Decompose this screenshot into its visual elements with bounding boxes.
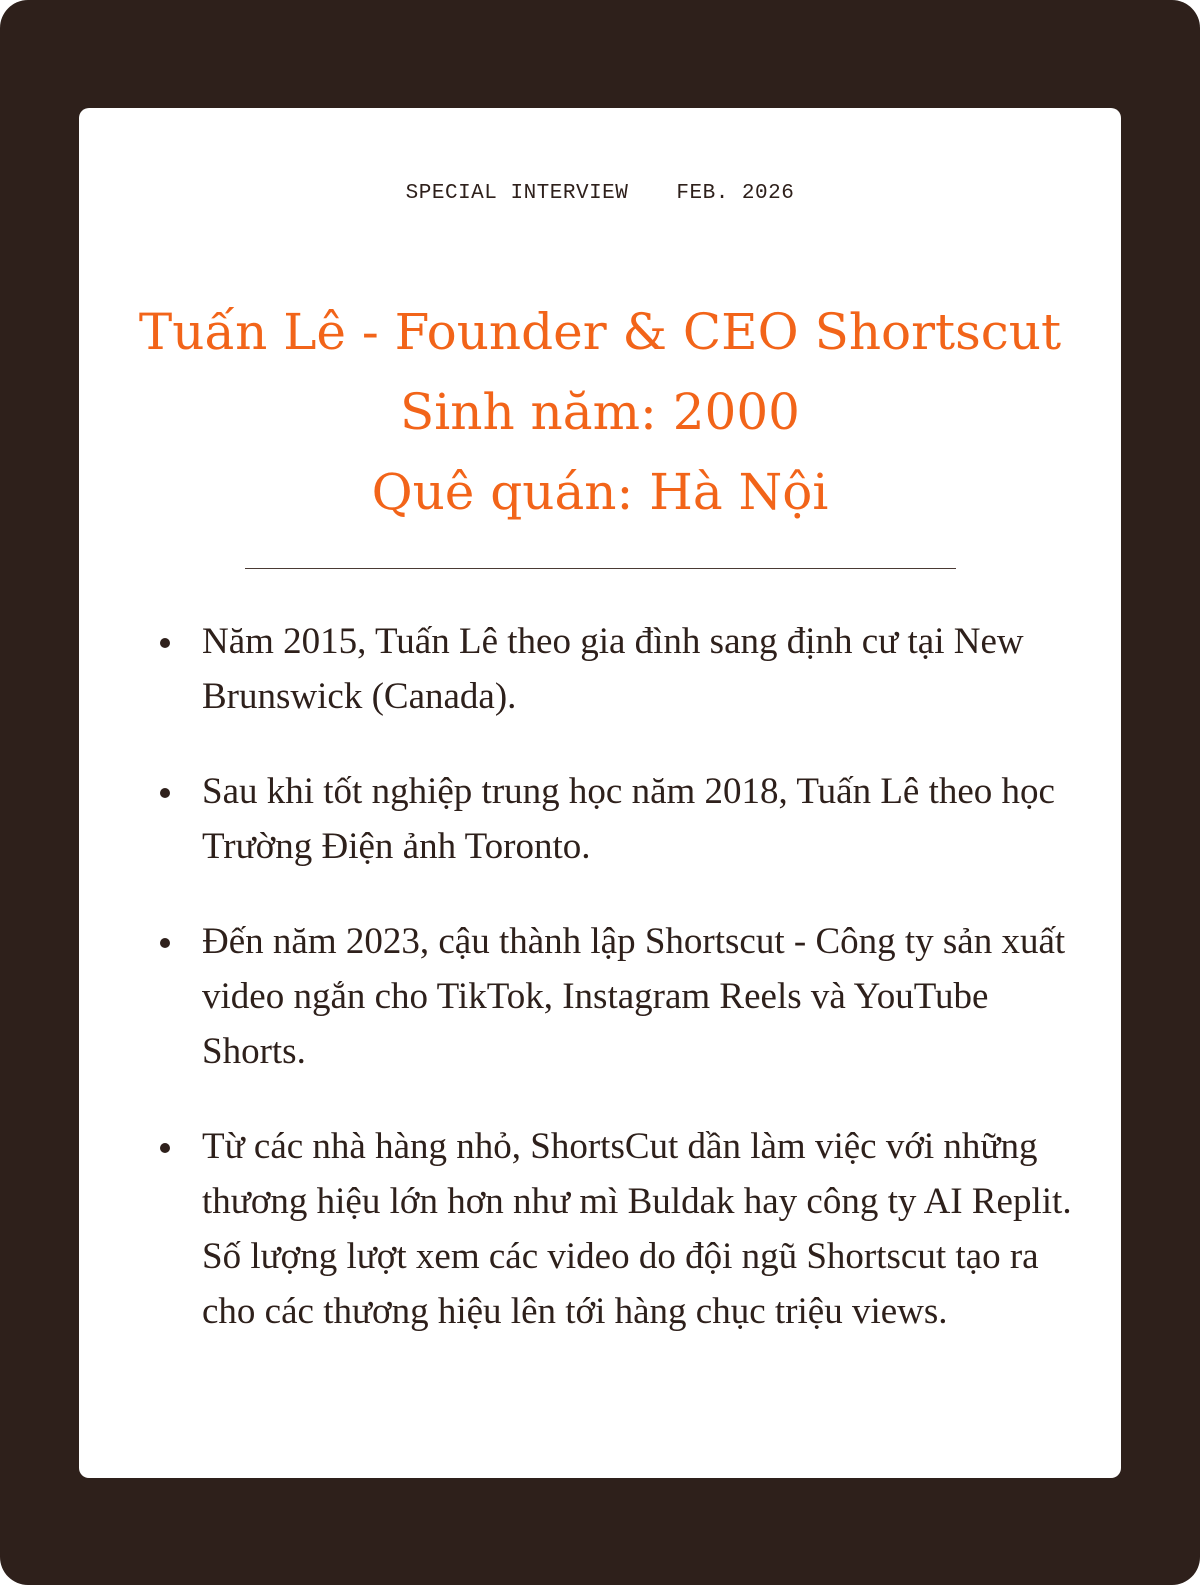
bullet-icon (160, 638, 170, 648)
bio-list (79, 614, 1079, 1379)
divider (245, 568, 956, 569)
kicker (79, 182, 1121, 205)
list-item (79, 614, 1079, 724)
interview-card (79, 108, 1121, 1478)
title-line-hometown: Quê quán: Hà Nội (371, 463, 829, 521)
list-item (79, 1119, 1079, 1339)
title-line-birth: Sinh năm: 2000 (400, 383, 800, 441)
title-line-name: Tuấn Lê - Founder & CEO Shortscut (138, 303, 1062, 361)
list-item-text: Năm 2015, Tuấn Lê theo gia đình sang định cư tại New Brunswick (Canada). (202, 621, 1024, 717)
list-item-text: Từ các nhà hàng nhỏ, ShortsCut dần làm việc với những thương hiệu lớn hơn như mì Buldak hay công ty AI Replit. Số lượng lượt xem các video do đội ngũ Shortscut tạo ra cho các thương hiệu lên tới hàng chục triệu views. (202, 1126, 1072, 1332)
list-item-text: Sau khi tốt nghiệp trung học năm 2018, Tuấn Lê theo học Trường Điện ảnh Toronto. (202, 771, 1055, 867)
page-title (79, 292, 1121, 532)
section-label: SPECIAL INTERVIEW (405, 182, 629, 205)
list-item (79, 914, 1079, 1079)
bullet-icon (160, 788, 170, 798)
bullet-icon (160, 938, 170, 948)
list-item-text: Đến năm 2023, cậu thành lập Shortscut - Công ty sản xuất video ngắn cho TikTok, Instagram Reels và YouTube Shorts. (202, 921, 1066, 1072)
list-item (79, 764, 1079, 874)
bullet-icon (160, 1143, 170, 1153)
date-label: FEB. 2026 (676, 182, 795, 205)
